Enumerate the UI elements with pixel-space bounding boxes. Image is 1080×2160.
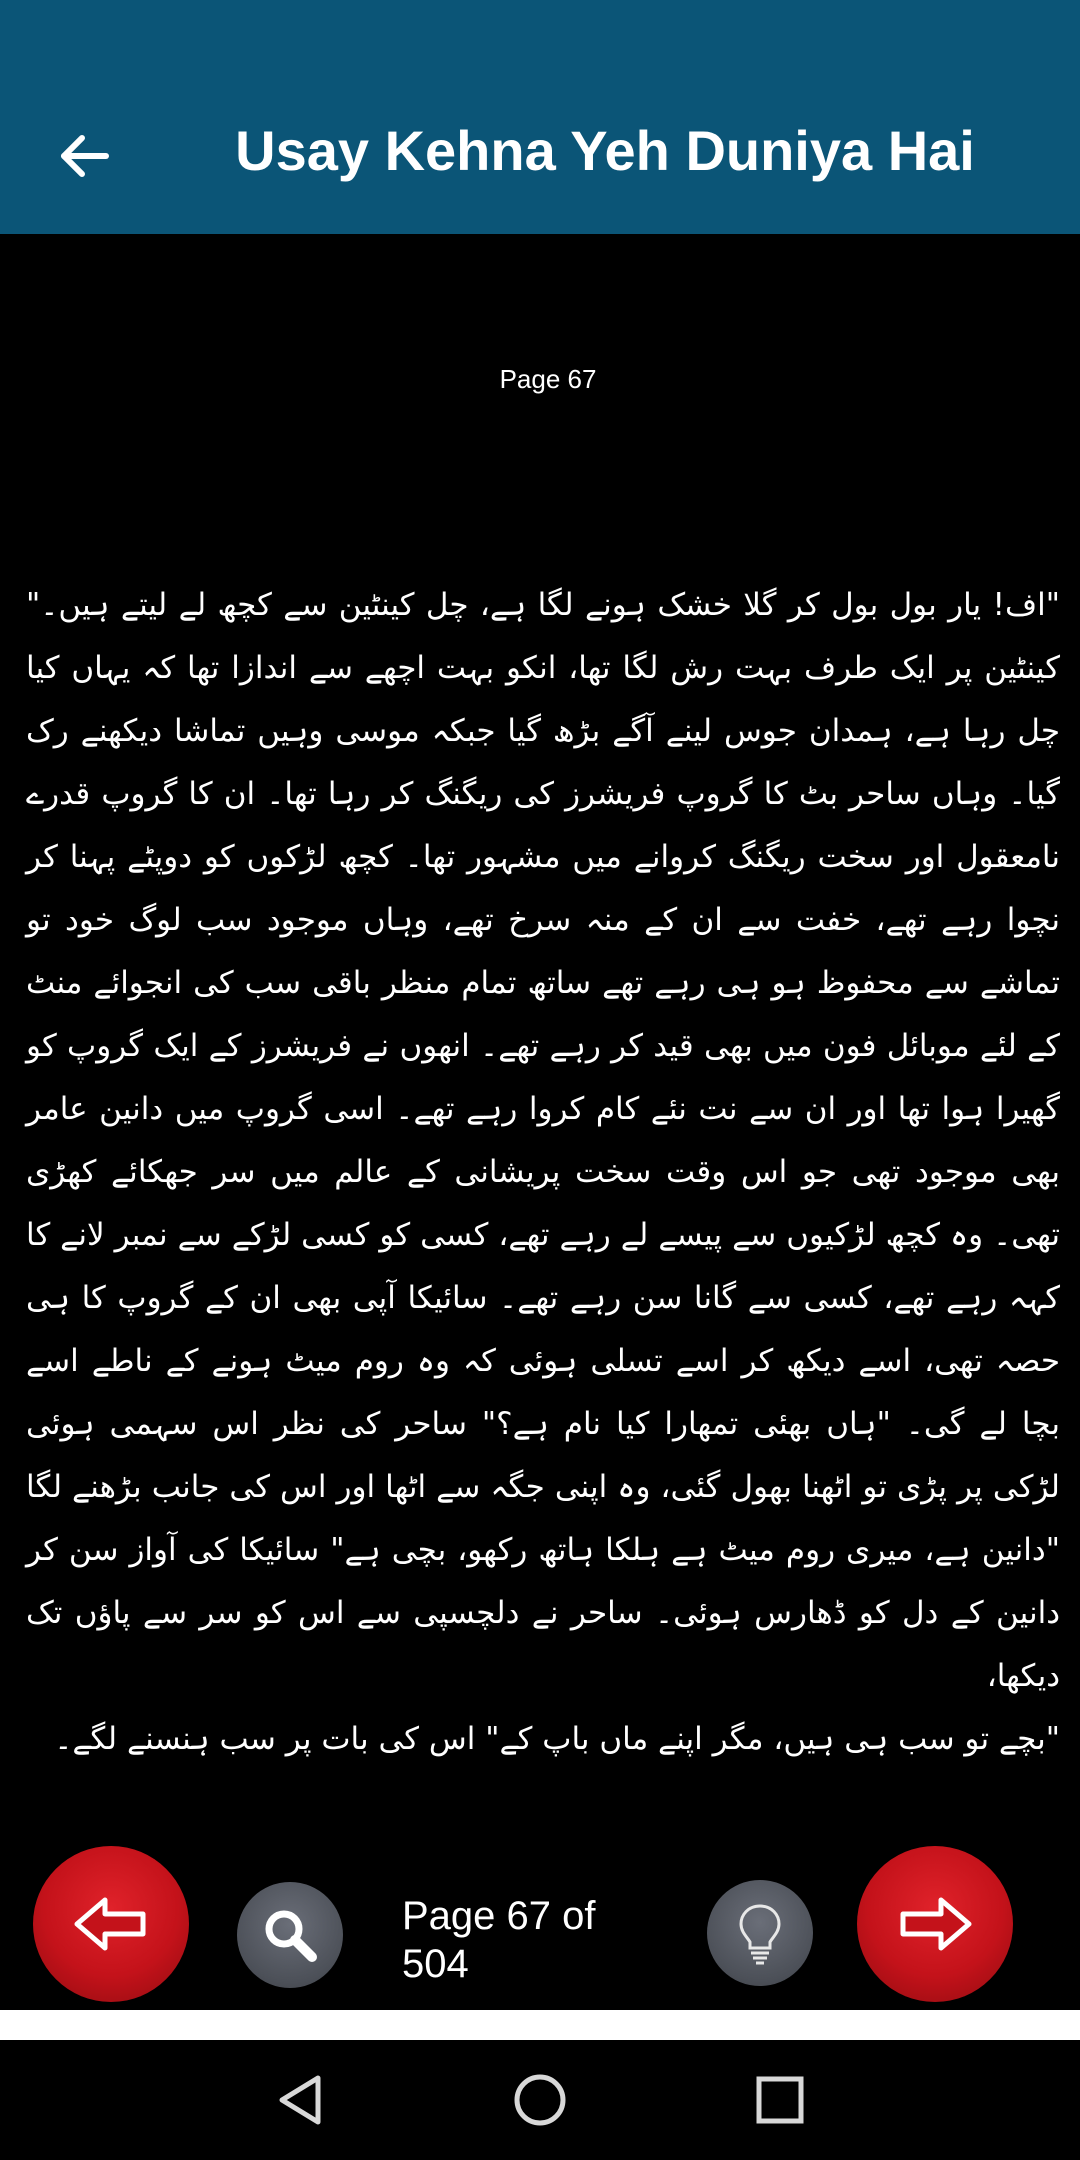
app-title: Usay Kehna Yeh Duniya Hai [235, 119, 975, 182]
app-bar [0, 68, 1080, 234]
nav-recents-square-icon [750, 2070, 810, 2130]
story-paragraph-last: "بچے تو سب ہی ہیں، مگر اپنے ماں باپ کے" اس کی بات پر سب ہنسنے لگے۔ [54, 1721, 1060, 1757]
story-text [26, 574, 1060, 1771]
search-icon [258, 1903, 322, 1967]
nav-back-triangle-icon [272, 2070, 332, 2130]
back-button[interactable] [44, 116, 124, 196]
arrow-right-outline-icon [895, 1894, 975, 1954]
reader-content [0, 234, 1080, 1834]
next-page-button[interactable] [857, 1846, 1013, 2002]
system-navigation-bar [0, 2040, 1080, 2160]
hint-button[interactable] [707, 1880, 813, 1986]
arrow-left-outline-icon [71, 1894, 151, 1954]
lightbulb-icon [735, 1900, 785, 1966]
previous-page-button[interactable] [33, 1846, 189, 2002]
page-label: Page 67 [499, 364, 597, 394]
story-paragraph: "اف! یار بول بول کر گلا خشک ہونے لگا ہے، چل کینٹین سے کچھ لے لیتے ہیں۔" کینٹین پر ایک طرف بہت رش لگا تھا، انکو بہت اچھے سے اندازا تھا کہ یہاں کیا چل رہا ہے، ہمدان جوس لینے آگے بڑھ گیا جبکہ موسی وہیں تماشا دیکھنے رک گیا۔ وہاں ساحر بٹ کا گروپ فریشرز کی ریگنگ کر رہا تھا۔ ان کا گروپ قدرے نامعقول اور سخت ریگنگ کروانے میں مشہور تھا۔ کچھ لڑکوں کو دوپٹے پہنا کر نچوا رہے تھے، خفت سے ان کے منہ سرخ تھے، وہاں موجود سب لوگ خود تو تماشے سے محفوظ ہو ہی رہے تھے ساتھ تمام منظر باقی سب کی انجوائے منٹ کے لئے موبائل فون میں بھی قید کر رہے تھے۔ انھوں نے فریشرز کے ایک گروپ کو گھیرا ہوا تھا اور ان سے نت نئے کام کروا رہے تھے۔ اسی گروپ میں دانین عامر بھی موجود تھی جو اس وقت سخت پریشانی کے عالم میں سر جھکائے کھڑی تھی۔ وہ کچھ لڑکیوں سے پیسے لے رہے تھے، کسی کو کسی لڑکے سے نمبر لانے کا کہہ رہے تھے، کسی سے گانا سن رہے تھے۔ سائیکا آپی بھی ان کے گروپ کا ہی حصہ تھی، اسے دیکھ کر اسے تسلی ہوئی کہ وہ روم میٹ ہونے کے ناطے اسے بچا لے گی۔ "ہاں بھئی تمھارا کیا نام ہے؟" ساحر کی نظر اس سہمی ہوئی لڑکی پر پڑی تو اٹھنا بھول گئی، وہ اپنی جگہ سے اٹھا اور اس کی جانب بڑھنے لگا "دانین ہے، میری روم میٹ ہے ہلکا ہاتھ رکھو، بچی ہے" سائیکا کی آواز سن کر دانین کے دل کو ڈھارس ہوئی۔ ساحر نے دلچسپی سے اس کو سر سے پاؤں تک دیکھا، [26, 587, 1060, 1694]
status-bar [0, 0, 1080, 68]
page-indicator: Page 67 of 504 [402, 1894, 596, 1986]
divider-strip [0, 2010, 1080, 2040]
arrow-left-icon [54, 126, 114, 186]
nav-home-circle-icon [510, 2070, 570, 2130]
system-recents-button[interactable] [740, 2060, 820, 2140]
system-back-button[interactable] [262, 2060, 342, 2140]
search-button[interactable] [237, 1882, 343, 1988]
system-home-button[interactable] [500, 2060, 580, 2140]
page-navigation-bar [0, 1834, 1080, 2010]
